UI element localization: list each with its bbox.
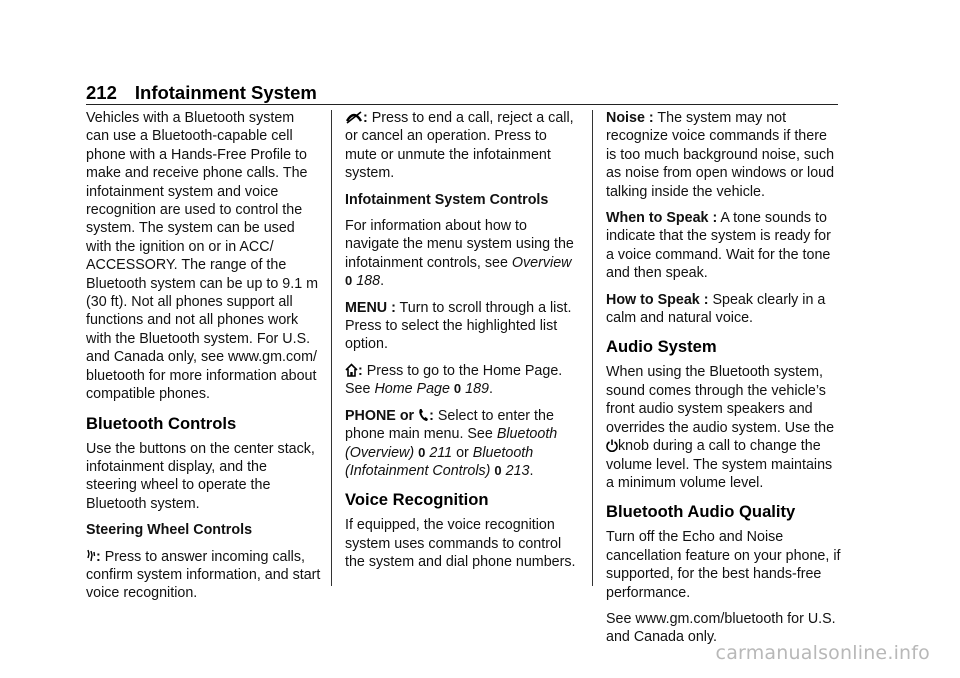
phone-icon	[418, 408, 429, 422]
page-header	[86, 82, 317, 104]
phone-item: PHONE or : Select to enter the phone main menu. See Bluetooth (Overview) 0 211 or Bluetooth (Infotainment Controls) 0 213.	[345, 407, 558, 479]
voice-recognition-heading: Voice Recognition	[345, 490, 489, 510]
bluetooth-audio-quality-heading: Bluetooth Audio Quality	[606, 502, 796, 522]
bluetooth-infotainment-controls-link[interactable]: Bluetooth (Infotainment Controls)	[345, 444, 534, 479]
page-ref-arrow-icon: 0	[453, 381, 462, 397]
talk-text: Press to answer incoming calls, confirm system information, and start voice recognition.	[86, 548, 321, 602]
navigate-text: For information about how to navigate the menu system using the infotainment controls, see Overview 0 188.	[345, 218, 574, 290]
intro-paragraph: Vehicles with a Bluetooth system can use a Bluetooth-capable cell phone with a Hands-Free Profile to make and receive phone calls. The infotainment system and voice recognition are used to control the system. The system can be used with the ignition on or in ACC/ ACCESSORY. The range of the Bluetooth system can be up to 9.1 m (30 ft). Not all phones support all functions and not all phones work with the Bluetooth system. For U.S. and Canada only, see www.gm.com/ bluetooth for more information about compatible phones.	[86, 110, 319, 403]
how-to-speak-item: How to Speak : Speak clearly in a calm and natural voice.	[606, 291, 826, 327]
page-ref-arrow-icon: 0	[494, 462, 502, 478]
end-call-text: Press to end a call, reject a call, or cancel an operation. Press to mute or unmute the infotainment system.	[345, 110, 574, 182]
bluetooth-overview-link[interactable]: Bluetooth (Overview)	[345, 426, 558, 461]
voice-recognition-text: If equipped, the voice recognition system uses commands to control the system and dial phone numbers.	[345, 517, 576, 571]
push-to-talk-icon	[86, 549, 96, 563]
home-page-link[interactable]: Home Page	[374, 381, 450, 398]
column-1	[86, 109, 321, 611]
overview-link[interactable]: Overview	[511, 254, 572, 271]
column-divider-1	[331, 110, 332, 586]
watermark: carmanualsonline.info	[715, 642, 930, 664]
power-volume-knob-icon	[606, 439, 618, 452]
end-call-icon	[345, 111, 363, 124]
home-icon	[345, 363, 358, 377]
page-ref-arrow-icon: 0	[345, 273, 353, 289]
column-2	[345, 109, 580, 580]
column-divider-2	[592, 110, 593, 586]
noise-item: Noise : The system may not recognize voice commands if there is too much background noise, such as noise from open windows or loud talking inside the vehicle.	[606, 110, 835, 200]
infotainment-controls-heading: Infotainment System Controls	[345, 191, 549, 208]
end-call-item: : Press to end a call, reject a call, or cancel an operation. Press to mute or unmute the infotainment system.	[345, 110, 574, 182]
menu-item: MENU : Turn to scroll through a list. Press to select the highlighted list option.	[345, 299, 572, 353]
page-ref-arrow-icon: 0	[418, 444, 426, 460]
page-number: 212	[86, 82, 117, 103]
audio-quality-text: Turn off the Echo and Noise cancellation feature on your phone, if supported, for the best hands-free performance.	[606, 529, 841, 601]
bluetooth-controls-heading: Bluetooth Controls	[86, 413, 237, 433]
home-item: : Press to go to the Home Page. See Home Page 0 189.	[345, 362, 563, 398]
steering-wheel-controls-heading: Steering Wheel Controls	[86, 522, 253, 539]
audio-system-text: When using the Bluetooth system, sound comes through the vehicle’s front audio system speakers and overrides the audio system. Use the knob during a call to change the volume level. The system maintains a minimum volume level.	[606, 364, 835, 491]
talk-item: : Press to answer incoming calls, confirm system information, and start voice recognition.	[86, 548, 321, 602]
audio-system-heading: Audio System	[606, 337, 717, 357]
header-rule	[86, 104, 838, 105]
when-to-speak-item: When to Speak : A tone sounds to indicate that the system is ready for a voice command. Wait for the tone and then speak.	[606, 210, 831, 282]
bluetooth-controls-text: Use the buttons on the center stack, infotainment display, and the steering wheel to operate the Bluetooth system.	[86, 440, 315, 512]
column-3	[606, 109, 841, 655]
section-title: Infotainment System	[134, 82, 317, 103]
see-website-text: See www.gm.com/bluetooth for U.S. and Canada only.	[606, 610, 836, 646]
